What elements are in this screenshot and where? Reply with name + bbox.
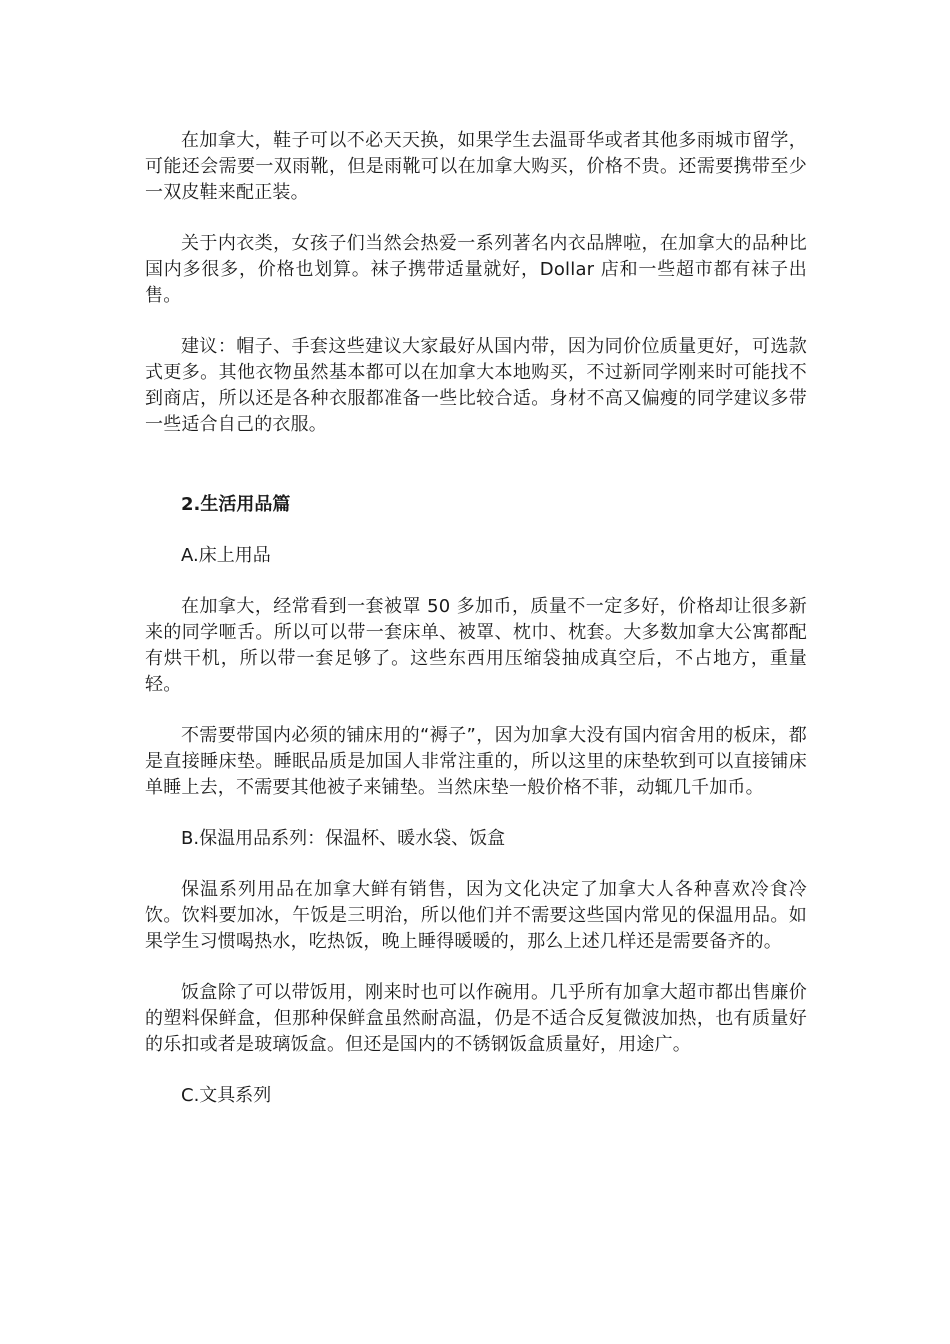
paragraph-suggestion: 建议：帽子、手套这些建议大家最好从国内带，因为同价位质量更好，可选款式更多。其他衣物虽然基本都可以在加拿大本地购买，不过新同学刚来时可能找不到商店，所以还是各种衣服都准备一些比较合适。身材不高又偏瘦的同学建议多带一些适合自己的衣服。 [145, 336, 807, 435]
paragraph-underwear: 关于内衣类，女孩子们当然会热爱一系列著名内衣品牌啦，在加拿大的品种比国内多很多，价格也划算。袜子携带适量就好，Dollar 店和一些超市都有袜子出售。 [145, 233, 807, 306]
section-heading-daily-goods: 2.生活用品篇 [181, 494, 291, 515]
subheading-stationery: C.文具系列 [181, 1085, 272, 1106]
paragraph-shoes: 在加拿大，鞋子可以不必天天换，如果学生去温哥华或者其他多雨城市留学，可能还会需要一双雨靴，但是雨靴可以在加拿大购买，价格不贵。还需要携带至少一双皮鞋来配正装。 [145, 130, 807, 203]
paragraph-bedding: 在加拿大，经常看到一套被罩 50 多加币，质量不一定多好，价格却让很多新来的同学咂舌。所以可以带一套床单、被罩、枕巾、枕套。大多数加拿大公寓都配有烘干机，所以带一套足够了。这些东西用压缩袋抽成真空后，不占地方，重量轻。 [145, 596, 807, 695]
subheading-bedding: A.床上用品 [181, 545, 271, 566]
paragraph-mattress: 不需要带国内必须的铺床用的“褥子”，因为加拿大没有国内宿舍用的板床，都是直接睡床垫。睡眠品质是加国人非常注重的，所以这里的床垫软到可以直接铺床单睡上去，不需要其他被子来铺垫。当然床垫一般价格不菲，动辄几千加币。 [145, 725, 807, 798]
subheading-thermal: B.保温用品系列：保温杯、暖水袋、饭盒 [181, 828, 506, 849]
document-body [145, 128, 807, 1109]
paragraph-thermal: 保温系列用品在加拿大鲜有销售，因为文化决定了加拿大人各种喜欢冷食冷饮。饮料要加冰，午饭是三明治，所以他们并不需要这些国内常见的保温用品。如果学生习惯喝热水，吃热饭，晚上睡得暖暖的，那么上述几样还是需要备齐的。 [145, 879, 807, 952]
paragraph-lunchbox: 饭盒除了可以带饭用，刚来时也可以作碗用。几乎所有加拿大超市都出售廉价的塑料保鲜盒，但那种保鲜盒虽然耐高温，仍是不适合反复微波加热，也有质量好的乐扣或者是玻璃饭盒。但还是国内的不锈钢饭盒质量好，用途广。 [145, 982, 807, 1055]
